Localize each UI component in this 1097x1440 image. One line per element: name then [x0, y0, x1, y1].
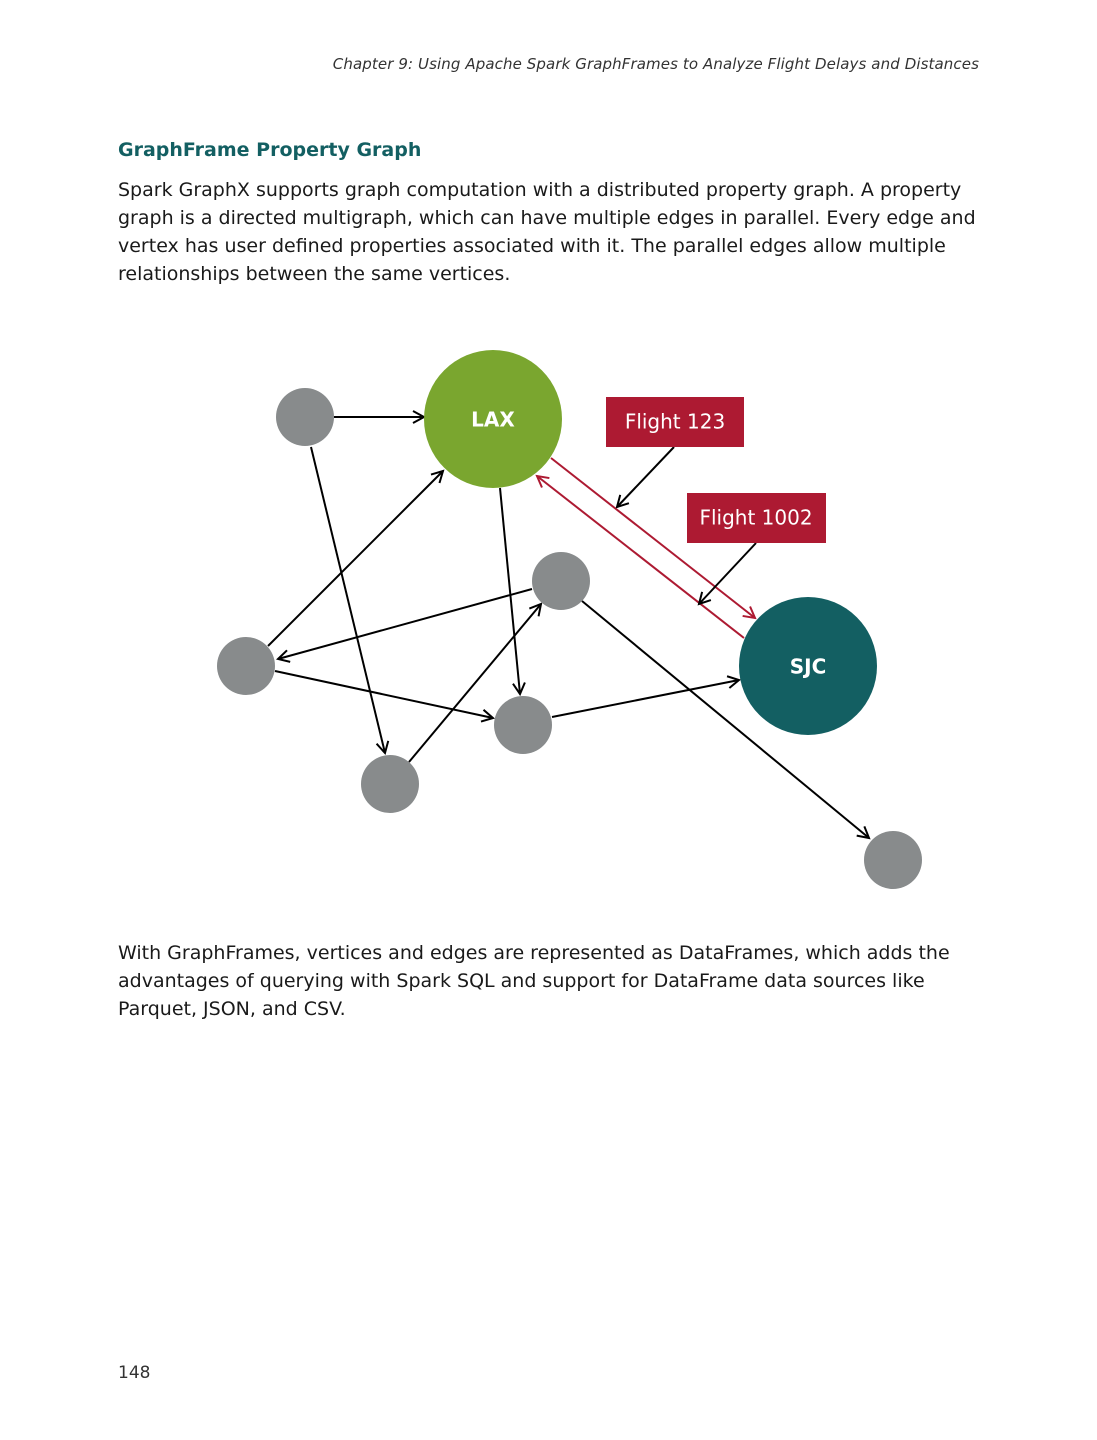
edge-v2-to-v4: [275, 671, 493, 718]
edge-v3-to-v2: [278, 589, 532, 659]
flight-123-pointer: [617, 447, 674, 507]
graphframes-paragraph: With GraphFrames, vertices and edges are represented as DataFrames, which adds the advantages of querying with Spark SQL and support for DataFrame data sources like Parquet, JSON, and CSV.: [118, 942, 950, 1020]
vertex-left: [217, 637, 275, 695]
vertex-bottom-left: [361, 755, 419, 813]
edge-lax-to-v4: [500, 488, 520, 694]
flight-123-label: Flight 123: [624, 409, 726, 434]
flight-1002-label: Flight 1002: [699, 505, 813, 530]
vertex-center-lower: [494, 696, 552, 754]
vertex-lax-label: LAX: [471, 407, 515, 432]
page-number: 148: [118, 1363, 151, 1383]
flight-1002-pointer: [699, 543, 756, 604]
vertex-sjc-label: SJC: [789, 654, 827, 679]
edge-v4-to-sjc: [552, 680, 739, 717]
running-header: Chapter 9: Using Apache Spark GraphFrames to Analyze Flight Delays and Distances: [332, 55, 979, 73]
vertex-center-upper: [532, 552, 590, 610]
section-heading: GraphFrame Property Graph: [118, 139, 422, 161]
vertex-bottom-right: [864, 831, 922, 889]
intro-paragraph: Spark GraphX supports graph computation with a distributed property graph. A property graph is a directed multigraph, which can have multiple edges in parallel. Every edge and vertex has user defined properties associated with it. The parallel edges allow multiple relationships between the same vertices.: [118, 179, 976, 285]
vertex-top-left: [276, 388, 334, 446]
edge-v1-to-v5: [311, 447, 385, 753]
